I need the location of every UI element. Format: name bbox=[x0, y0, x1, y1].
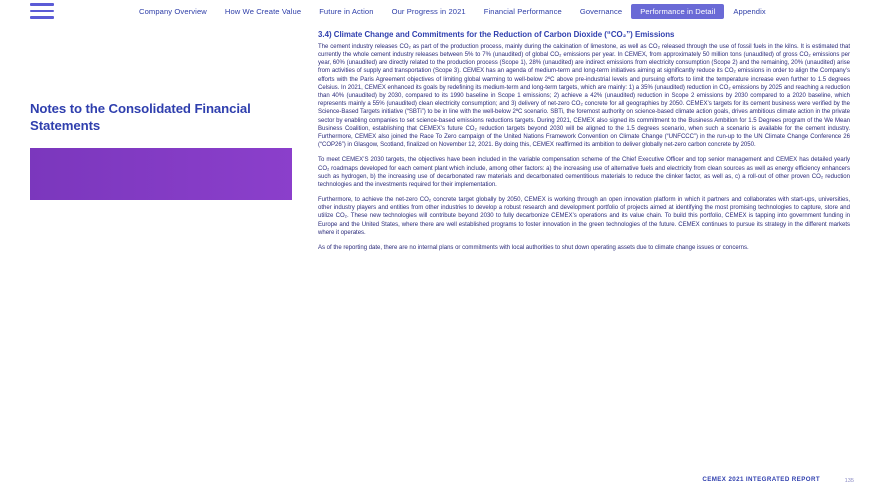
nav-item-financial-performance[interactable]: Financial Performance bbox=[483, 7, 562, 16]
nav-item-governance[interactable]: Governance bbox=[579, 7, 623, 16]
top-navigation-bar bbox=[0, 0, 880, 22]
page-footer bbox=[0, 469, 880, 483]
nav-item-company-overview[interactable]: Company Overview bbox=[139, 7, 207, 16]
footer-report-label: CEMEX 2021 INTEGRATED REPORT bbox=[702, 476, 820, 483]
nav-item-future-in-action[interactable]: Future in Action bbox=[319, 7, 374, 16]
hamburger-bar bbox=[30, 16, 54, 19]
sidebar-title-block bbox=[30, 100, 300, 134]
body-paragraph: The cement industry releases CO₂ as part of the production process, mainly during the calcination of limestone, as well as CO₂ released through the use of fossil fuels in the kilns. It is estimated that currently the whole cement industry releases between 5% to 7% (unaudited) of global CO₂ emissions per year. In CEMEX, from approximately 50 million tons (unaudited) of gross CO₂ emissions per year, 60% (unaudited) are directly related to the production process (Scope 1), 28% (unaudited) are indirect emissions from electricity consumption (Scope 2) and the remaining, 20% (unaudited) arise from activities of supply and transportation (Scope 3). CEMEX has an agenda of medium-term and long-term initiatives aiming at significantly reduce its CO₂ emissions in order to align the Company’s efforts with the Paris Agreement objectives of limiting global warming to well-below 2ºC above pre-industrial levels and pursuing efforts to limit the temperature increase even further to 1.5 degrees Celsius. In 2021, CEMEX enhanced its goals by redefining its medium-term and long-term targets, which are mainly: 1) a 35% (unaudited) reduction in CO₂ emissions by 2025 and reaching a reduction than 40% (unaudited) by 2030, compared to its 1990 baseline in Scope 1 emissions; 2) achieve a 42% (unaudited) reduction in Scope 2 emissions by 2030 compared to a 2020 baseline, which represents mainly a 55% (unaudited) clean electricity consumption; and 3) delivery of net-zero CO₂ concrete for all geographies by 2050. CEMEX’s targets for its cement business were verified by the Science-Based Targets initiative (“SBTi”) to be in line with the well-below 2ºC scenario. SBTi, the foremost authority on science-based climate action goals, drives ambitious climate action in the private sector by enabling companies to set science-based emissions reductions targets. During 2021, CEMEX also signed its commitment to the Business Ambition for 1.5 Degrees program of the We Mean Business Coalition, establishing that CEMEX’s future CO₂ reduction targets beyond 2030 will be aligned to the 1.5 degrees scenario, when such a scenario is available for the cement industry. Furthermore, CEMEX also joined the Race To Zero campaign of the United Nations Framework Convention on Climate Change (“UNFCCC”) in the run-up to the UN Climate Change Conference 26 (“COP26”) in Glasgow, Scotland, finalized on November 12, 2021. By doing this, CEMEX reaffirmed its ambition to deliver globally net-zero carbon concrete by 2050. bbox=[318, 43, 850, 149]
hamburger-bar bbox=[30, 3, 54, 6]
body-paragraph: As of the reporting date, there are no internal plans or commitments with local authorities to shut down operating assets due to climate change issues or concerns. bbox=[318, 245, 749, 251]
body-paragraph: To meet CEMEX’S 2030 targets, the objectives have been included in the variable compensation scheme of the Chief Executive Officer and top senior management and CEMEX has detailed yearly CO₂ roadmaps developed for each cement plant which include, among other factors: a) the increasing use of alternative fuels and electricity from clean sources as well as energy efficiency enhancers such as hydrogen, b) the increasing use of decarbonated raw materials and decarbonated cementitious materials to reduce the clinker factor, as well as, c) a roll-out of other proven CO₂ reduction technologies and the investments required for their implementation. bbox=[318, 157, 850, 188]
body-paragraph: Furthermore, to achieve the net-zero CO₂ concrete target globally by 2050, CEMEX is working through an open innovation platform in which it partners and collaborates with start-ups, universities, other industry players and entities from other industries to develop a robust research and development portfolio of projects aimed at identifying the most promising technologies to capture, store and utilize CO₂. These new technologies will contribute beyond 2030 to fully decarbonize CEMEX’s operations and its value chain. To build this portfolio, CEMEX is tapping into government funding in Europe and the United States, where there are well established programs to foster innovation in the green technologies of the future. CEMEX continues to pursue its strategy in the different markets where it operates. bbox=[318, 197, 850, 236]
nav-item-how-we-create-value[interactable]: How We Create Value bbox=[224, 7, 302, 16]
decorative-purple-block bbox=[30, 148, 292, 200]
section-heading: 3.4) Climate Change and Commitments for the Reduction of Carbon Dioxide (“CO₂”) Emissions bbox=[318, 30, 675, 39]
page-title: Notes to the Consolidated Financial Statements bbox=[30, 101, 251, 134]
hamburger-menu-icon[interactable] bbox=[30, 3, 54, 19]
nav-item-our-progress-in-2021[interactable]: Our Progress in 2021 bbox=[391, 7, 466, 16]
main-content bbox=[318, 30, 850, 259]
nav-item-performance-in-detail[interactable]: Performance in Detail bbox=[631, 4, 724, 19]
footer-page-number: 135 bbox=[844, 478, 854, 484]
nav-items bbox=[130, 4, 775, 19]
hamburger-bar bbox=[30, 10, 54, 13]
nav-item-appendix[interactable]: Appendix bbox=[733, 7, 766, 16]
